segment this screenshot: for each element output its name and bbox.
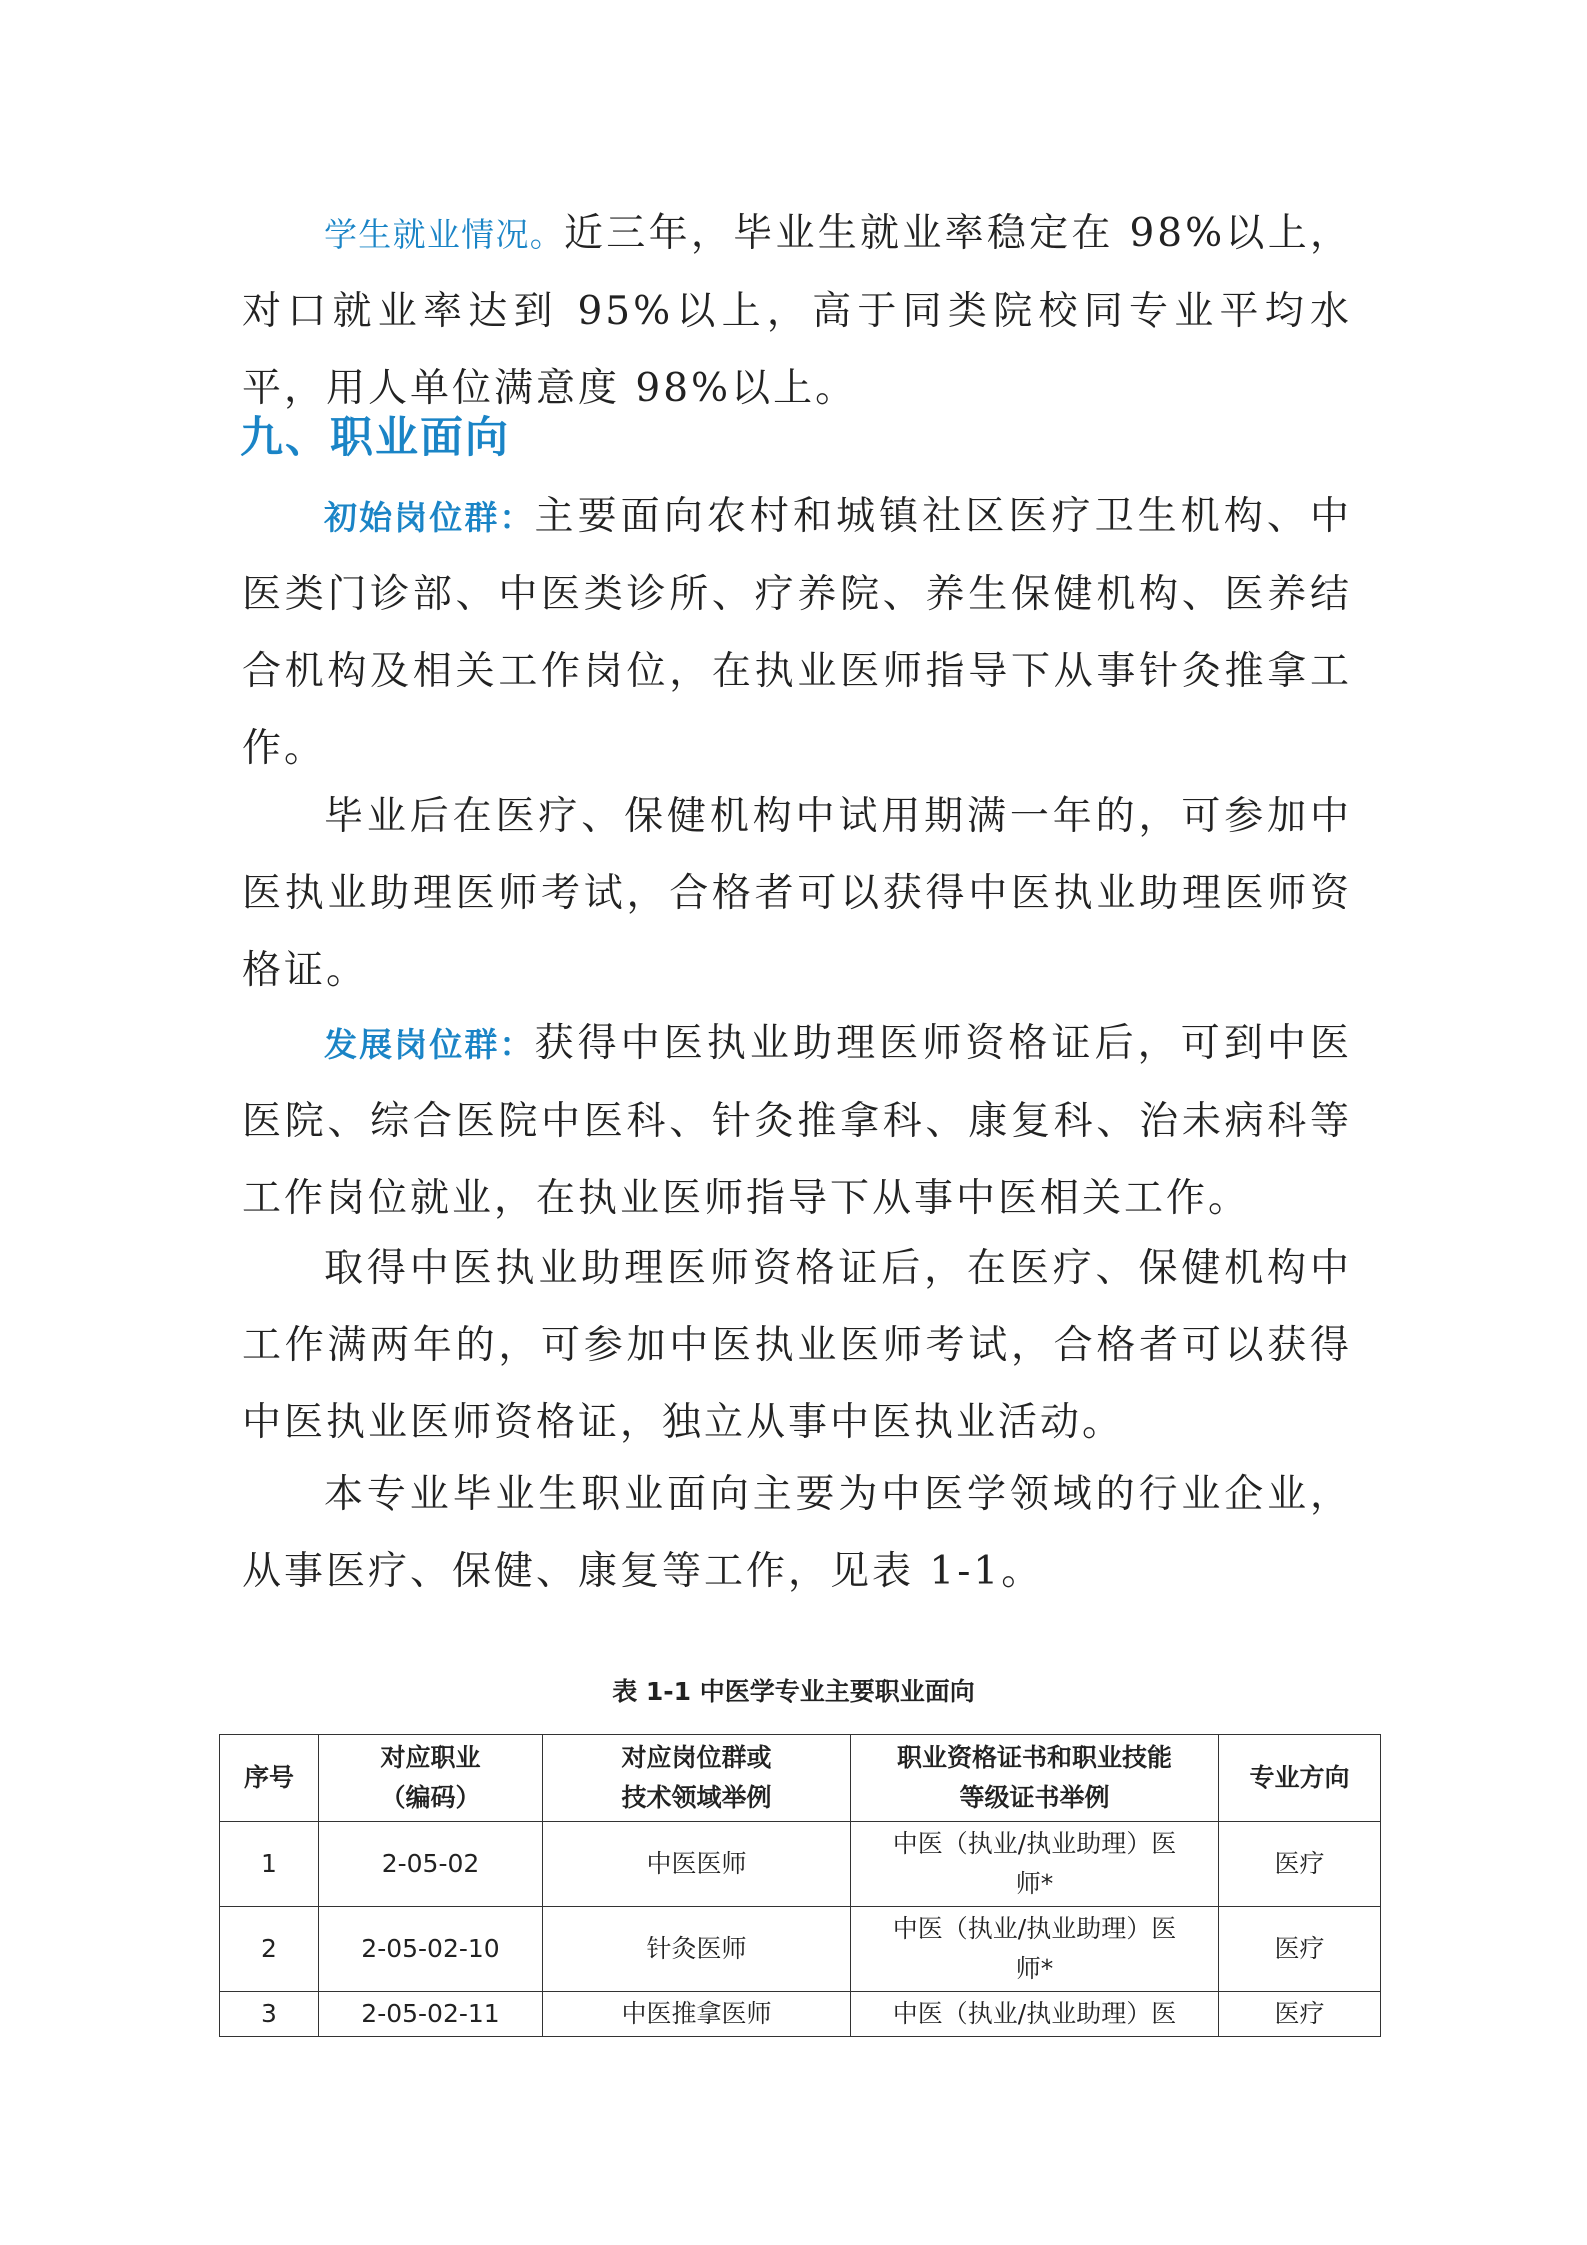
header-direction: 专业方向 [1219, 1735, 1381, 1822]
row-index: 2 [220, 1907, 319, 1992]
row-index: 1 [220, 1822, 319, 1907]
development-group-lead: 发展岗位群： [324, 1025, 535, 1064]
row-code: 2-05-02-10 [319, 1907, 543, 1992]
row-certificate: 中医（执业/执业助理）医 [851, 1992, 1219, 2037]
row-direction: 医疗 [1219, 1992, 1381, 2037]
table-caption: 表 1-1 中医学专业主要职业面向 [612, 1677, 975, 1706]
row-direction: 医疗 [1219, 1822, 1381, 1907]
row-certificate: 中医（执业/执业助理）医 师* [851, 1822, 1219, 1907]
row-code: 2-05-02 [319, 1822, 543, 1907]
physician-exam-paragraph: 取得中医执业助理医师资格证后，在医疗、保健机构中工作满两年的，可参加中医执业医师考试，合格者可以获得中医执业医师资格证，独立从事中医执业活动。 [242, 1246, 1352, 1445]
row-index: 3 [220, 1992, 319, 2037]
career-table [219, 1734, 1381, 2037]
employment-paragraph [242, 195, 1352, 427]
header-index: 序号 [220, 1735, 319, 1822]
header-occupation: 对应职业 （编码） [319, 1735, 543, 1822]
initial-group-text: 主要面向农村和城镇社区医疗卫生机构、中医类门诊部、中医类诊所、疗养院、养生保健机构、医养结合机构及相关工作岗位，在执业医师指导下从事针灸推拿工作。 [242, 494, 1352, 771]
table-row [220, 1822, 1381, 1907]
employment-text: 近三年，毕业生就业率稳定在 98%以上，对口就业率达到 95%以上，高于同类院校同专业平均水平，用人单位满意度 98%以上。 [242, 211, 1352, 411]
row-post: 中医推拿医师 [543, 1992, 851, 2037]
initial-group-lead: 初始岗位群： [324, 498, 535, 537]
row-post: 中医医师 [543, 1822, 851, 1907]
development-group-paragraph [242, 1005, 1352, 1237]
row-code: 2-05-02-11 [319, 1992, 543, 2037]
employment-lead: 学生就业情况。 [324, 215, 565, 254]
summary-paragraph: 本专业毕业生职业面向主要为中医学领域的行业企业，从事医疗、保健、康复等工作，见表 1-1。 [242, 1472, 1352, 1594]
development-group-text: 获得中医执业助理医师资格证后，可到中医医院、综合医院中医科、针灸推拿科、康复科、治未病科等工作岗位就业，在执业医师指导下从事中医相关工作。 [242, 1021, 1352, 1221]
initial-group-paragraph [242, 478, 1352, 787]
section-heading: 九、职业面向 [240, 413, 510, 463]
header-certificates: 职业资格证书和职业技能 等级证书举例 [851, 1735, 1219, 1822]
table-row [220, 1907, 1381, 1992]
table-row [220, 1992, 1381, 2037]
header-post-group: 对应岗位群或 技术领域举例 [543, 1735, 851, 1822]
assistant-exam-paragraph: 毕业后在医疗、保健机构中试用期满一年的，可参加中医执业助理医师考试，合格者可以获得中医执业助理医师资格证。 [242, 794, 1352, 993]
row-post: 针灸医师 [543, 1907, 851, 1992]
table-header-row [220, 1735, 1381, 1822]
row-direction: 医疗 [1219, 1907, 1381, 1992]
row-certificate: 中医（执业/执业助理）医 师* [851, 1907, 1219, 1992]
